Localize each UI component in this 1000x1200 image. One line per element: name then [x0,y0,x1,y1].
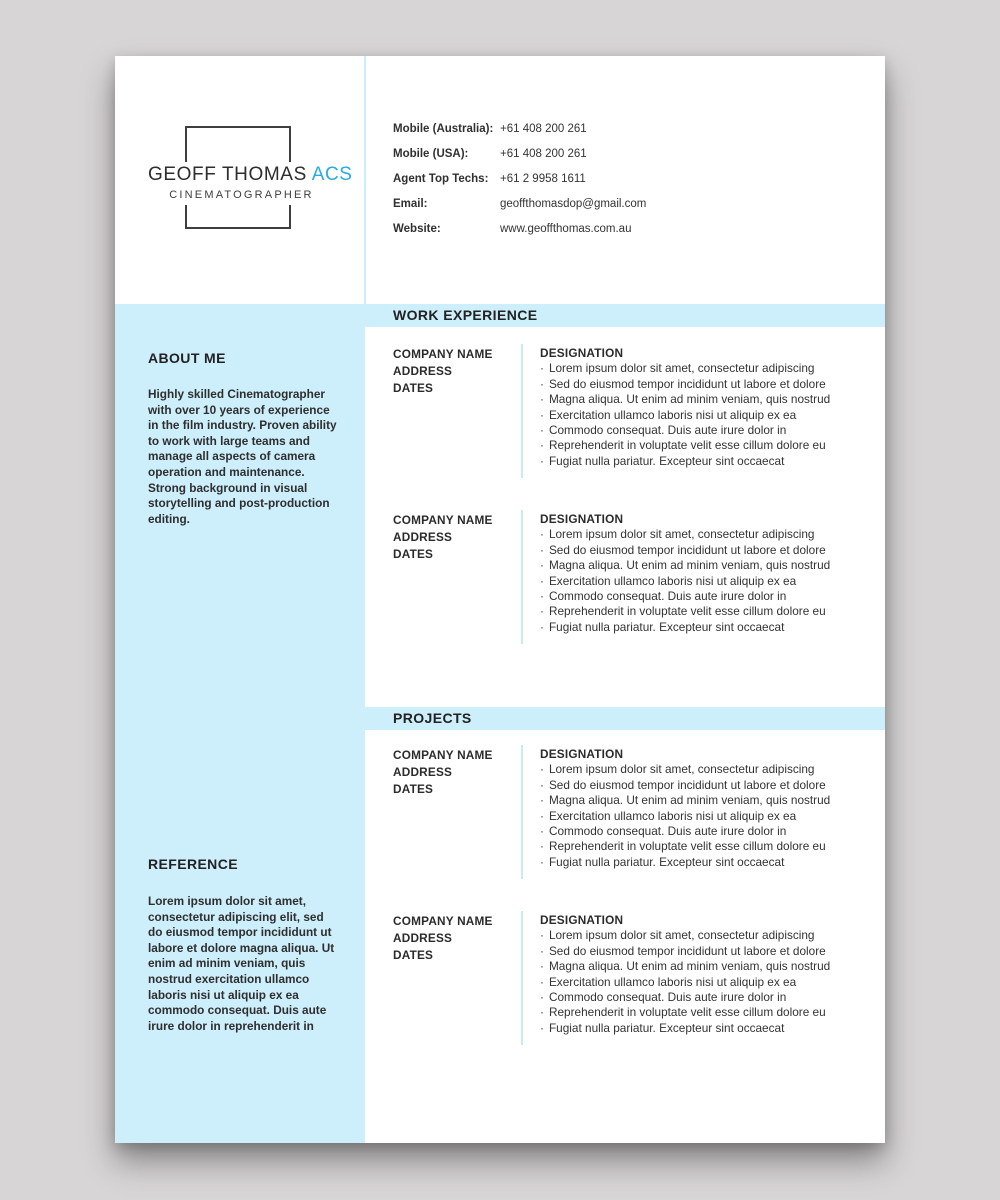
logo [148,126,353,233]
entry-designation-block [540,512,830,644]
company-name: COMPANY NAME [393,914,493,928]
contact-label: Email: [393,198,428,210]
designation-label: DESIGNATION [540,346,624,360]
contact-row-mobile-australia [393,122,646,136]
bullet-item: · Commodo consequat. Duis aute irure dolor in [540,824,830,839]
logo-text [148,162,353,205]
entry-company-block [393,747,521,879]
project-entry [393,747,830,879]
project-entry [393,913,830,1045]
bullet-item: · Fugiat nulla pariatur. Excepteur sint occaecat [540,855,830,870]
bullet-item: · Sed do eiusmod tempor incididunt ut labore et dolore [540,377,830,392]
company-address: ADDRESS [393,931,453,945]
contact-value: +61 408 200 261 [500,123,587,135]
projects-heading: PROJECTS [393,710,472,726]
designation-label: DESIGNATION [540,747,624,761]
bullet-item: · Fugiat nulla pariatur. Excepteur sint occaecat [540,1021,830,1036]
bullet-item: · Fugiat nulla pariatur. Excepteur sint occaecat [540,620,830,635]
person-name-accent: ACS [311,164,353,185]
bullet-item: · Exercitation ullamco laboris nisi ut aliquip ex ea [540,975,830,990]
work-experience-heading: WORK EXPERIENCE [393,307,538,323]
company-name: COMPANY NAME [393,748,493,762]
designation-label: DESIGNATION [540,512,624,526]
company-dates: DATES [393,782,434,796]
contact-row-email [393,197,646,211]
contact-label: Mobile (USA): [393,148,469,160]
reference-text: Lorem ipsum dolor sit amet, consectetur adipiscing elit, sed do eiusmod tempor incididunt ut labore et dolore magna aliqua. Ut enim ad minim veniam, quis nostrud exercitation ullamco laboris nisi ut aliquip ex ea commodo consequat. Duis aute irure dolor in reprehenderit in [148,894,335,1033]
person-name [148,164,353,186]
contact-label: Mobile (Australia): [393,123,494,135]
bullet-item: · Lorem ipsum dolor sit amet, consectetur adipiscing [540,361,830,376]
company-name: COMPANY NAME [393,513,493,527]
bullet-item: · Fugiat nulla pariatur. Excepteur sint occaecat [540,454,830,469]
bullet-item: · Commodo consequat. Duis aute irure dolor in [540,589,830,604]
sidebar [115,304,365,1143]
company-dates: DATES [393,948,434,962]
entry-company-block [393,512,521,644]
header-divider-line [364,56,366,304]
work-experience-entry [393,512,830,644]
email-address: geoffthomasdop@gmail.com [500,198,647,210]
bullet-item: · Reprehenderit in voluptate velit esse cillum dolore eu [540,438,830,453]
about-me-heading: ABOUT ME [148,350,226,366]
bullet-item: · Reprehenderit in voluptate velit esse cillum dolore eu [540,1005,830,1020]
bullet-item: · Sed do eiusmod tempor incididunt ut labore et dolore [540,778,830,793]
contact-label: Agent Top Techs: [393,173,489,185]
bullet-item: · Exercitation ullamco laboris nisi ut aliquip ex ea [540,574,830,589]
entry-divider-line [521,911,523,1045]
contact-row-agent [393,172,646,186]
person-title: CINEMATOGRAPHER [169,189,314,201]
entry-divider-line [521,745,523,879]
contact-row-website [393,222,646,236]
company-address: ADDRESS [393,765,453,779]
entry-designation-block [540,913,830,1045]
bullet-item: · Reprehenderit in voluptate velit esse cillum dolore eu [540,604,830,619]
designation-label: DESIGNATION [540,913,624,927]
company-name: COMPANY NAME [393,347,493,361]
entry-company-block [393,913,521,1045]
work-experience-entry [393,346,830,478]
bullet-item: · Commodo consequat. Duis aute irure dolor in [540,990,830,1005]
person-name-primary: GEOFF THOMAS [148,164,307,185]
company-dates: DATES [393,547,434,561]
bullet-item: · Commodo consequat. Duis aute irure dolor in [540,423,830,438]
bullet-item: · Lorem ipsum dolor sit amet, consectetur adipiscing [540,762,830,777]
bullet-item: · Lorem ipsum dolor sit amet, consectetur adipiscing [540,928,830,943]
resume-page [115,56,885,1143]
bullet-item: · Magna aliqua. Ut enim ad minim veniam, quis nostrud [540,793,830,808]
bullet-item: · Magna aliqua. Ut enim ad minim veniam, quis nostrud [540,392,830,407]
bullet-item: · Reprehenderit in voluptate velit esse cillum dolore eu [540,839,830,854]
entry-designation-block [540,747,830,879]
bullet-item: · Magna aliqua. Ut enim ad minim veniam, quis nostrud [540,558,830,573]
contact-row-mobile-usa [393,147,646,161]
company-dates: DATES [393,381,434,395]
entry-divider-line [521,510,523,644]
contact-value: +61 2 9958 1611 [500,173,586,185]
company-address: ADDRESS [393,530,453,544]
entry-company-block [393,346,521,478]
main-column [365,304,885,1143]
contact-block [393,122,646,247]
company-address: ADDRESS [393,364,453,378]
bullet-item: · Lorem ipsum dolor sit amet, consectetur adipiscing [540,527,830,542]
about-me-text: Highly skilled Cinematographer with over 10 years of experience in the film industry. Proven ability to work with large teams and manage all aspects of camera operation and maintenance. Strong background in visual storytelling and post-production editing. [148,387,337,526]
reference-heading: REFERENCE [148,856,238,872]
work-experience-section-bar [365,304,885,327]
website-url: www.geoffthomas.com.au [500,223,632,235]
contact-value: +61 408 200 261 [500,148,587,160]
bullet-item: · Exercitation ullamco laboris nisi ut aliquip ex ea [540,408,830,423]
entry-divider-line [521,344,523,478]
bullet-item: · Exercitation ullamco laboris nisi ut aliquip ex ea [540,809,830,824]
contact-label: Website: [393,223,441,235]
projects-section-bar [365,707,885,730]
bullet-item: · Sed do eiusmod tempor incididunt ut labore et dolore [540,543,830,558]
bullet-item: · Sed do eiusmod tempor incididunt ut labore et dolore [540,944,830,959]
entry-designation-block [540,346,830,478]
bullet-item: · Magna aliqua. Ut enim ad minim veniam, quis nostrud [540,959,830,974]
